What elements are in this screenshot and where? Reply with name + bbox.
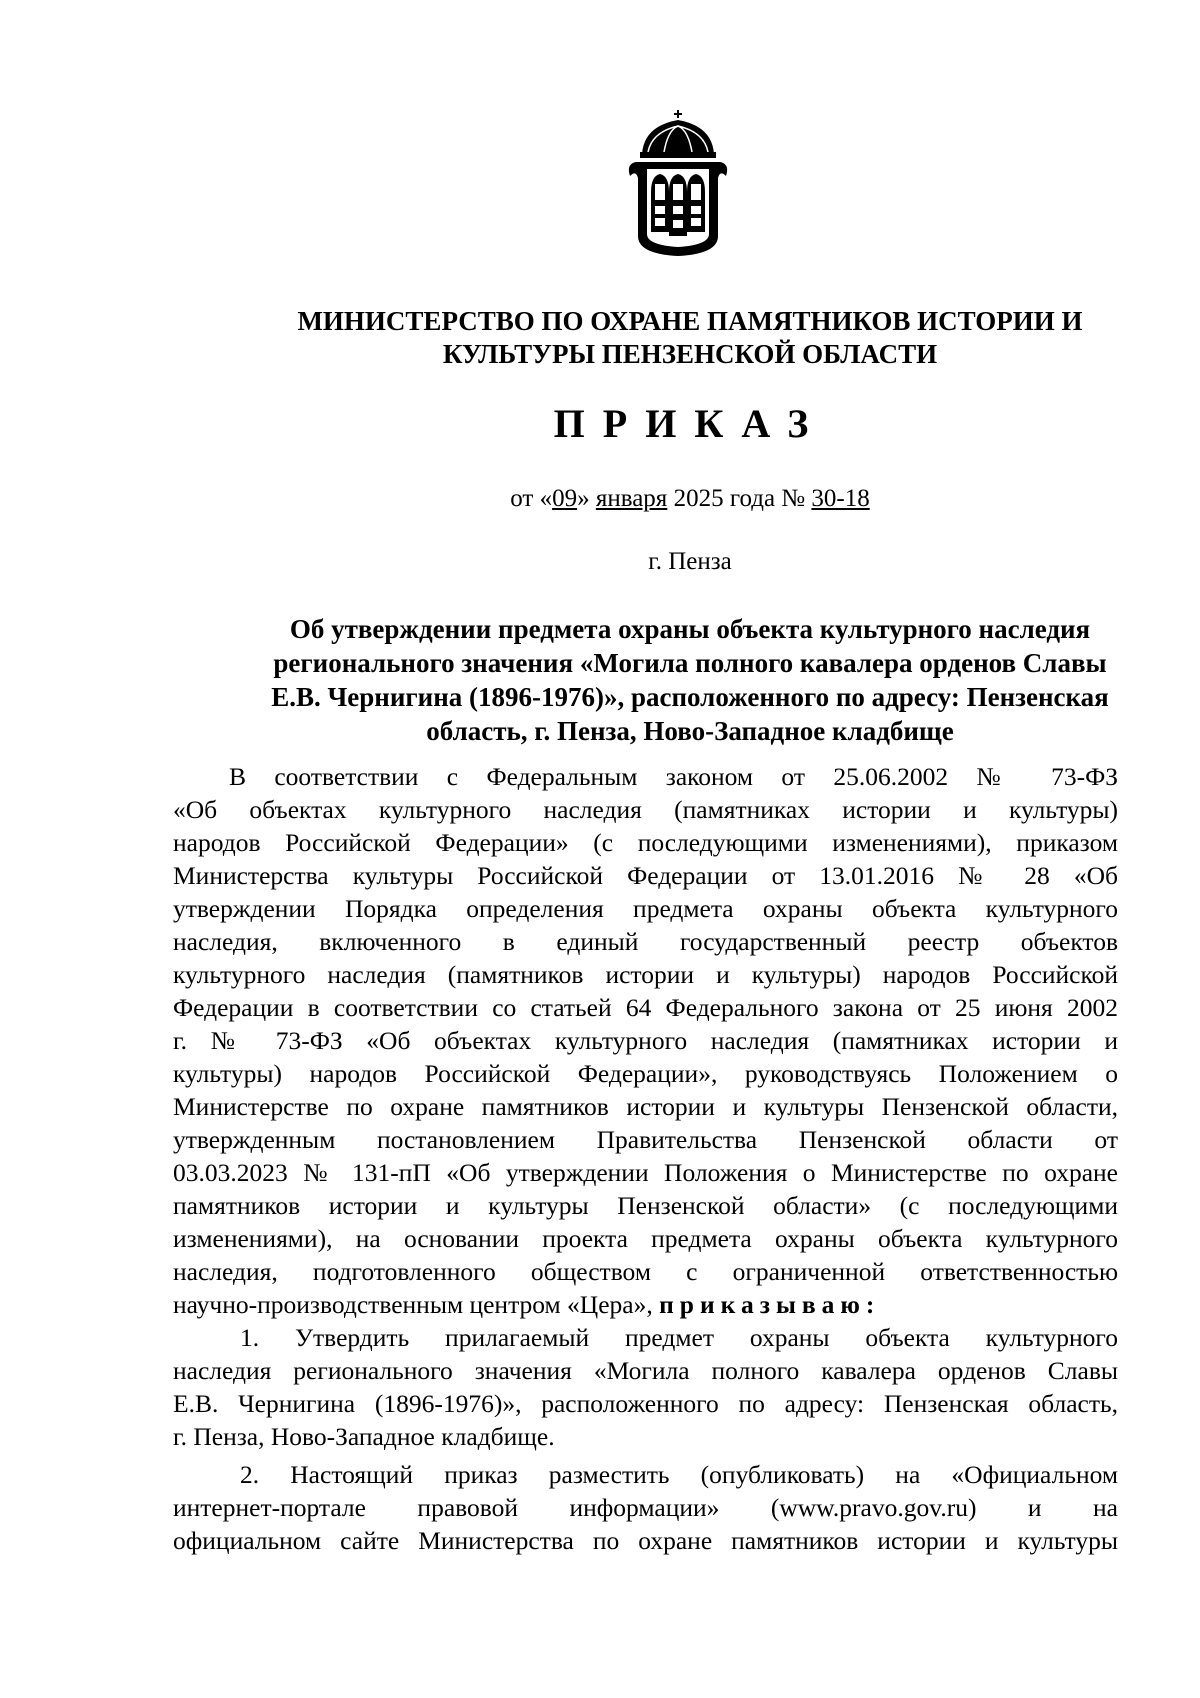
preamble-line: Федерации в соответствии со статьей 64 Федерального закона от 25 июня 2002 bbox=[173, 993, 1118, 1022]
item-1-line: наследия регионального значения «Могила полного кавалера орденов Славы bbox=[173, 1356, 1118, 1385]
order-number: 30-18 bbox=[811, 485, 870, 512]
preamble-line: утверждении Порядка определения предмета охраны объекта культурного bbox=[173, 894, 1118, 923]
order-day: 09 bbox=[552, 485, 578, 512]
order-month: января bbox=[595, 485, 668, 512]
preamble-line: г. № 73-ФЗ «Об объектах культурного наследия (памятниках истории и bbox=[173, 1026, 1118, 1055]
preamble-line: наследия, включенного в единый государственный реестр объектов bbox=[173, 927, 1118, 956]
order-city: г. Пенза bbox=[648, 548, 732, 575]
item-2-line: официальном сайте Министерства по охране памятников истории и культуры bbox=[173, 1526, 1118, 1555]
subject-line-2: регионального значения «Могила полного кавалера орденов Славы bbox=[273, 648, 1107, 678]
preamble-last-line bbox=[173, 1288, 1118, 1321]
preamble-line: памятников истории и культуры Пензенской области» (с последующими bbox=[173, 1191, 1118, 1220]
order-date-number bbox=[180, 485, 1200, 513]
date-separator: » bbox=[577, 485, 596, 512]
preamble-last-text: научно-производственным центром «Цера», bbox=[173, 1290, 653, 1319]
subject-line-3: Е.В. Чернигина (1896-1976)», расположенного по адресу: Пензенская bbox=[271, 682, 1109, 712]
item-1-line: Е.В. Чернигина (1896-1976)», расположенного по адресу: Пензенская область, bbox=[173, 1389, 1118, 1418]
preamble-line: Министерства культуры Российской Федерации от 13.01.2016 № 28 «Об bbox=[173, 861, 1118, 890]
preamble-line: культуры) народов Российской Федерации», руководствуясь Положением о bbox=[173, 1059, 1118, 1088]
preamble-line: «Об объектах культурного наследия (памятниках истории и культуры) bbox=[173, 795, 1118, 824]
preamble-line: культурного наследия (памятников истории и культуры) народов Российской bbox=[173, 960, 1118, 989]
decree-word: приказываю: bbox=[659, 1290, 881, 1319]
item-2-line: интернет-портале правовой информации» (www.pravo.gov.ru) и на bbox=[173, 1493, 1118, 1522]
date-prefix: от « bbox=[510, 485, 553, 512]
item-1-line: г. Пенза, Ново-Западное кладбище. bbox=[173, 1422, 555, 1451]
ministry-name-line-2: КУЛЬТУРЫ ПЕНЗЕНСКОЙ ОБЛАСТИ bbox=[442, 339, 938, 369]
preamble-line: 03.03.2023 № 131-пП «Об утверждении Положения о Министерстве по охране bbox=[173, 1158, 1118, 1187]
preamble-line: утвержденным постановлением Правительства Пензенской области от bbox=[173, 1125, 1118, 1154]
preamble-line: В соответствии с Федеральным законом от 25.06.2002 № 73-ФЗ bbox=[229, 762, 1118, 791]
document-type-title: ПРИКАЗ bbox=[553, 401, 827, 446]
preamble-line: наследия, подготовленного обществом с ограниченной ответственностью bbox=[173, 1257, 1118, 1286]
coat-of-arms-emblem bbox=[624, 108, 732, 258]
date-year-number-label: 2025 года № bbox=[667, 485, 812, 512]
preamble-line: народов Российской Федерации» (с последующими изменениями), приказом bbox=[173, 828, 1118, 857]
ministry-name-line-1: МИНИСТЕРСТВО ПО ОХРАНЕ ПАМЯТНИКОВ ИСТОРИИ И bbox=[297, 306, 1083, 336]
subject-line-4: область, г. Пенза, Ново-Западное кладбище bbox=[426, 716, 954, 746]
subject-line-1: Об утверждении предмета охраны объекта культурного наследия bbox=[289, 614, 1091, 644]
preamble-line: изменениями), на основании проекта предмета охраны объекта культурного bbox=[173, 1224, 1118, 1253]
item-2-line: 2. Настоящий приказ разместить (опубликовать) на «Официальном bbox=[240, 1460, 1118, 1489]
item-1-line: 1. Утвердить прилагаемый предмет охраны объекта культурного bbox=[240, 1323, 1118, 1352]
preamble-line: Министерстве по охране памятников истории и культуры Пензенской области, bbox=[173, 1092, 1118, 1121]
